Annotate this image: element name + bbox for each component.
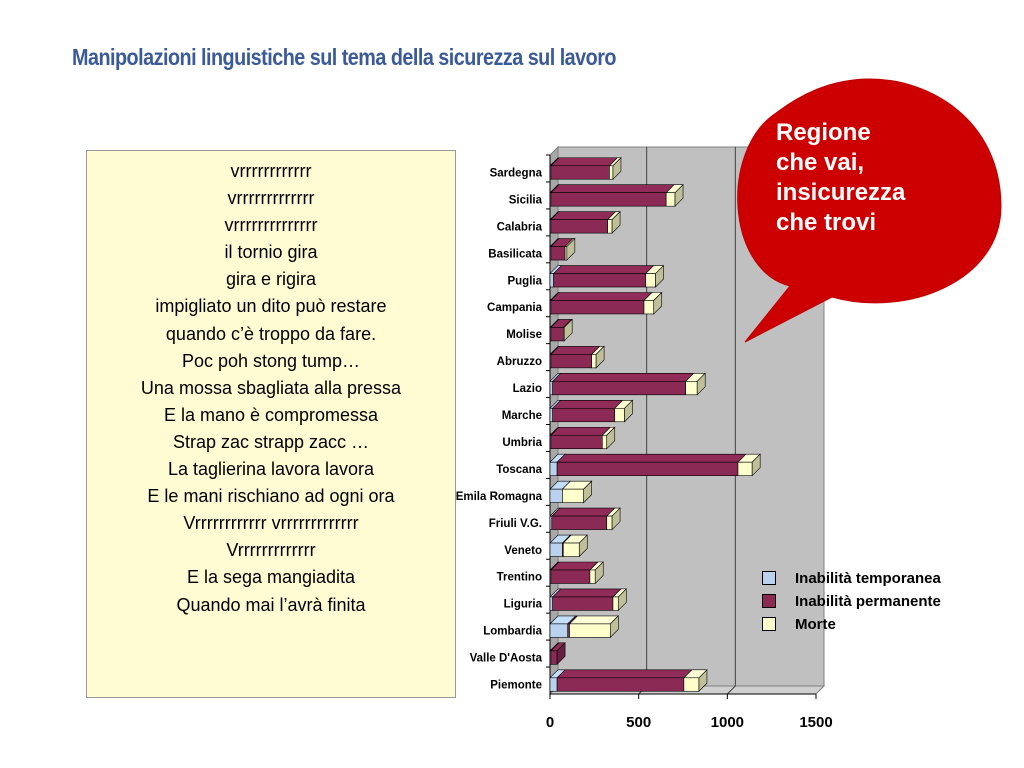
- poem-line: Vrrrrrrrrrrrr vrrrrrrrrrrrrr: [183, 513, 359, 534]
- y-tick-label: Lombardia: [483, 625, 542, 638]
- legend-item: [762, 568, 941, 588]
- poem-line: Vrrrrrrrrrrrrr: [226, 540, 316, 561]
- poem-line: Quando mai l’avrà finita: [176, 594, 366, 615]
- poem-line: quando c’è troppo da fare.: [165, 323, 377, 344]
- y-tick-label: Umbria: [502, 436, 542, 449]
- y-tick-label: Friuli V.G.: [488, 517, 542, 530]
- y-tick-label: Basilicata: [488, 248, 542, 261]
- y-tick-label: Liguria: [503, 598, 542, 611]
- legend-swatch: [762, 617, 776, 631]
- x-tick-label: 1500: [799, 714, 833, 731]
- y-tick-label: Piemonte: [490, 679, 542, 692]
- y-tick-label: Emila Romagna: [455, 490, 542, 503]
- x-tick-label: 500: [626, 714, 652, 731]
- chart-legend: [762, 568, 941, 637]
- speech-bubble-line: insicurezza: [776, 179, 906, 206]
- poem-line: La taglierina lavora lavora: [167, 459, 375, 480]
- legend-item: [762, 591, 941, 611]
- poem-line: vrrrrrrrrrrrr: [230, 161, 312, 181]
- legend-label: Morte: [795, 615, 836, 633]
- poem-line: impigliato un dito può restare: [155, 296, 387, 317]
- poem-line: vrrrrrrrrrrrrr: [227, 188, 315, 209]
- poem-line: E le mani rischiano ad ogni ora: [147, 486, 395, 507]
- y-tick-label: Sardegna: [489, 167, 542, 180]
- speech-bubble-line: che trovi: [776, 209, 877, 236]
- speech-bubble-line: Regione: [776, 119, 871, 146]
- legend-label: Inabilità temporanea: [795, 569, 941, 587]
- legend-item: [762, 614, 941, 634]
- slide-title: Manipolazioni linguistiche sul tema della sicurezza sul lavoro: [72, 44, 616, 70]
- poem-line: il tornio gira: [224, 242, 318, 263]
- y-tick-label: Puglia: [507, 275, 542, 288]
- y-tick-label: Campania: [487, 302, 542, 315]
- x-tick-label: 1000: [710, 714, 745, 731]
- y-tick-label: Toscana: [496, 463, 542, 476]
- legend-swatch: [762, 594, 776, 608]
- poem-line: gira e rigira: [225, 269, 317, 290]
- y-tick-label: Calabria: [496, 221, 542, 234]
- poem-line: Poc poh stong tump…: [181, 350, 361, 371]
- y-tick-label: Marche: [501, 410, 542, 423]
- x-tick-label: 0: [545, 714, 555, 731]
- poem-line: E la sega mangiadita: [186, 567, 356, 588]
- speech-bubble-line: che vai,: [776, 149, 865, 176]
- y-tick-label: Trentino: [496, 571, 542, 584]
- speech-bubble-text: [776, 118, 976, 238]
- y-tick-label: Lazio: [512, 383, 542, 396]
- poem-line: Strap zac strapp zacc …: [172, 431, 370, 452]
- legend-swatch: [762, 571, 776, 585]
- y-tick-label: Molise: [506, 329, 542, 342]
- poem-line: vrrrrrrrrrrrrrr: [224, 215, 318, 236]
- poem-line: E la mano è compromessa: [163, 404, 379, 425]
- legend-label: Inabilità permanente: [795, 592, 941, 610]
- y-tick-label: Valle D'Aosta: [469, 652, 542, 665]
- y-tick-label: Sicilia: [508, 194, 542, 207]
- y-tick-label: Veneto: [504, 544, 542, 557]
- y-tick-label: Abruzzo: [496, 356, 542, 369]
- poem-line: Una mossa sbagliata alla pressa: [140, 377, 402, 398]
